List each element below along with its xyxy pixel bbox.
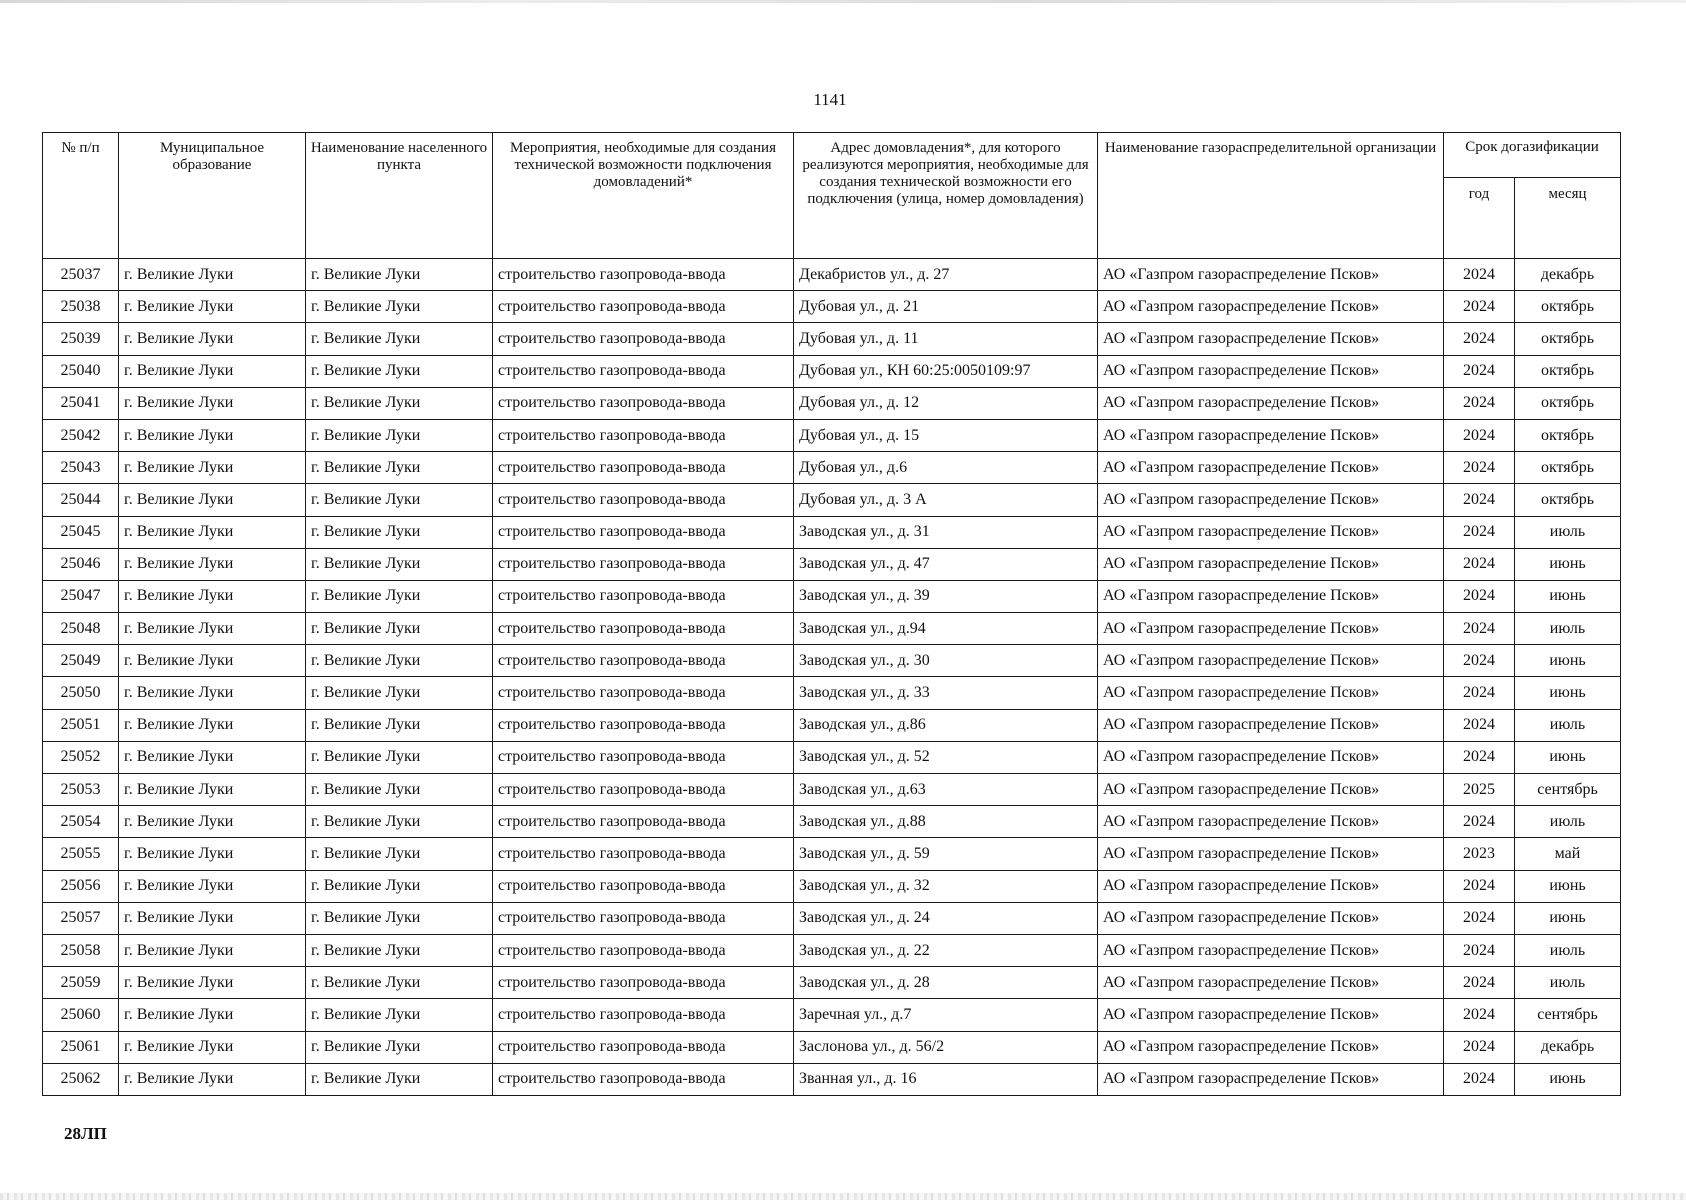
cell-organization: АО «Газпром газораспределение Псков»	[1098, 1031, 1444, 1063]
cell-address: Заводская ул., д. 22	[794, 934, 1098, 966]
cell-measure: строительство газопровода-ввода	[493, 774, 794, 806]
cell-address: Заводская ул., д. 32	[794, 870, 1098, 902]
cell-municipality: г. Великие Луки	[119, 452, 306, 484]
cell-num: 25053	[43, 774, 119, 806]
table-row	[43, 934, 1621, 966]
cell-settlement: г. Великие Луки	[306, 838, 493, 870]
cell-settlement: г. Великие Луки	[306, 1063, 493, 1095]
cell-year: 2024	[1444, 580, 1515, 612]
cell-measure: строительство газопровода-ввода	[493, 387, 794, 419]
cell-address: Дубовая ул., д. 3 А	[794, 484, 1098, 516]
cell-measure: строительство газопровода-ввода	[493, 934, 794, 966]
cell-month: июль	[1515, 709, 1621, 741]
cell-measure: строительство газопровода-ввода	[493, 355, 794, 387]
header-municipality: Муниципальное образование	[119, 133, 306, 259]
table-row	[43, 323, 1621, 355]
cell-organization: АО «Газпром газораспределение Псков»	[1098, 323, 1444, 355]
cell-organization: АО «Газпром газораспределение Псков»	[1098, 484, 1444, 516]
cell-municipality: г. Великие Луки	[119, 1031, 306, 1063]
table-row	[43, 870, 1621, 902]
header-year: год	[1444, 178, 1515, 259]
cell-address: Заводская ул., д.88	[794, 806, 1098, 838]
cell-municipality: г. Великие Луки	[119, 902, 306, 934]
cell-measure: строительство газопровода-ввода	[493, 645, 794, 677]
cell-month: июль	[1515, 934, 1621, 966]
cell-num: 25047	[43, 580, 119, 612]
table-row	[43, 613, 1621, 645]
cell-year: 2024	[1444, 677, 1515, 709]
table-row	[43, 419, 1621, 451]
cell-num: 25044	[43, 484, 119, 516]
cell-year: 2024	[1444, 419, 1515, 451]
header-organization: Наименование газораспределительной организации	[1098, 133, 1444, 259]
cell-num: 25057	[43, 902, 119, 934]
header-address: Адрес домовладения*, для которого реализуются мероприятия, необходимые для создания технической возможности его подключения (улица, номер домовладения)	[794, 133, 1098, 259]
cell-year: 2024	[1444, 806, 1515, 838]
table-row	[43, 709, 1621, 741]
cell-municipality: г. Великие Луки	[119, 323, 306, 355]
cell-month: сентябрь	[1515, 774, 1621, 806]
table-row	[43, 355, 1621, 387]
cell-num: 25049	[43, 645, 119, 677]
cell-num: 25052	[43, 741, 119, 773]
cell-month: октябрь	[1515, 323, 1621, 355]
header-settlement: Наименование населенного пункта	[306, 133, 493, 259]
cell-organization: АО «Газпром газораспределение Псков»	[1098, 677, 1444, 709]
cell-num: 25041	[43, 387, 119, 419]
cell-organization: АО «Газпром газораспределение Псков»	[1098, 613, 1444, 645]
cell-organization: АО «Газпром газораспределение Псков»	[1098, 580, 1444, 612]
header-month: месяц	[1515, 178, 1621, 259]
header-num: № п/п	[43, 133, 119, 259]
cell-num: 25058	[43, 934, 119, 966]
cell-organization: АО «Газпром газораспределение Псков»	[1098, 291, 1444, 323]
cell-num: 25042	[43, 419, 119, 451]
cell-settlement: г. Великие Луки	[306, 934, 493, 966]
cell-settlement: г. Великие Луки	[306, 741, 493, 773]
cell-organization: АО «Газпром газораспределение Псков»	[1098, 387, 1444, 419]
cell-num: 25048	[43, 613, 119, 645]
cell-address: Заводская ул., д. 28	[794, 967, 1098, 999]
cell-year: 2024	[1444, 709, 1515, 741]
cell-organization: АО «Газпром газораспределение Псков»	[1098, 967, 1444, 999]
cell-settlement: г. Великие Луки	[306, 452, 493, 484]
cell-settlement: г. Великие Луки	[306, 677, 493, 709]
table-row	[43, 516, 1621, 548]
cell-year: 2024	[1444, 1031, 1515, 1063]
cell-settlement: г. Великие Луки	[306, 967, 493, 999]
table-row	[43, 387, 1621, 419]
cell-num: 25037	[43, 259, 119, 291]
cell-address: Заводская ул., д.63	[794, 774, 1098, 806]
cell-measure: строительство газопровода-ввода	[493, 870, 794, 902]
cell-year: 2024	[1444, 741, 1515, 773]
scan-edge-top	[0, 0, 1686, 3]
cell-municipality: г. Великие Луки	[119, 967, 306, 999]
cell-month: октябрь	[1515, 291, 1621, 323]
cell-settlement: г. Великие Луки	[306, 613, 493, 645]
cell-month: декабрь	[1515, 1031, 1621, 1063]
cell-num: 25046	[43, 548, 119, 580]
cell-month: июнь	[1515, 580, 1621, 612]
cell-month: октябрь	[1515, 387, 1621, 419]
cell-address: Дубовая ул., д. 15	[794, 419, 1098, 451]
cell-organization: АО «Газпром газораспределение Псков»	[1098, 902, 1444, 934]
cell-municipality: г. Великие Луки	[119, 355, 306, 387]
cell-settlement: г. Великие Луки	[306, 1031, 493, 1063]
cell-municipality: г. Великие Луки	[119, 548, 306, 580]
cell-municipality: г. Великие Луки	[119, 677, 306, 709]
cell-measure: строительство газопровода-ввода	[493, 838, 794, 870]
table-row	[43, 677, 1621, 709]
cell-municipality: г. Великие Луки	[119, 999, 306, 1031]
cell-num: 25060	[43, 999, 119, 1031]
cell-num: 25055	[43, 838, 119, 870]
cell-month: октябрь	[1515, 452, 1621, 484]
cell-address: Заводская ул., д. 31	[794, 516, 1098, 548]
table-row	[43, 548, 1621, 580]
header-deadline: Срок догазификации	[1444, 133, 1621, 178]
cell-organization: АО «Газпром газораспределение Псков»	[1098, 355, 1444, 387]
cell-settlement: г. Великие Луки	[306, 323, 493, 355]
cell-settlement: г. Великие Луки	[306, 484, 493, 516]
cell-organization: АО «Газпром газораспределение Псков»	[1098, 419, 1444, 451]
cell-num: 25050	[43, 677, 119, 709]
cell-settlement: г. Великие Луки	[306, 355, 493, 387]
cell-municipality: г. Великие Луки	[119, 387, 306, 419]
cell-month: июнь	[1515, 677, 1621, 709]
cell-num: 25040	[43, 355, 119, 387]
cell-settlement: г. Великие Луки	[306, 645, 493, 677]
cell-settlement: г. Великие Луки	[306, 548, 493, 580]
cell-measure: строительство газопровода-ввода	[493, 806, 794, 838]
cell-year: 2024	[1444, 452, 1515, 484]
cell-month: июнь	[1515, 741, 1621, 773]
header-row-main	[43, 133, 1621, 178]
cell-address: Заводская ул., д. 47	[794, 548, 1098, 580]
cell-measure: строительство газопровода-ввода	[493, 259, 794, 291]
cell-month: декабрь	[1515, 259, 1621, 291]
table-header	[43, 133, 1621, 259]
cell-month: сентябрь	[1515, 999, 1621, 1031]
cell-year: 2025	[1444, 774, 1515, 806]
cell-month: май	[1515, 838, 1621, 870]
table-row	[43, 999, 1621, 1031]
cell-year: 2024	[1444, 259, 1515, 291]
cell-year: 2024	[1444, 291, 1515, 323]
cell-measure: строительство газопровода-ввода	[493, 902, 794, 934]
cell-num: 25054	[43, 806, 119, 838]
cell-month: июнь	[1515, 645, 1621, 677]
cell-month: июнь	[1515, 870, 1621, 902]
cell-num: 25059	[43, 967, 119, 999]
page-number: 1141	[813, 90, 847, 109]
cell-num: 25039	[43, 323, 119, 355]
cell-address: Заводская ул., д. 59	[794, 838, 1098, 870]
cell-settlement: г. Великие Луки	[306, 516, 493, 548]
table-row	[43, 259, 1621, 291]
cell-month: июль	[1515, 516, 1621, 548]
cell-year: 2024	[1444, 934, 1515, 966]
cell-year: 2024	[1444, 902, 1515, 934]
cell-organization: АО «Газпром газораспределение Псков»	[1098, 934, 1444, 966]
cell-municipality: г. Великие Луки	[119, 645, 306, 677]
table-body	[43, 259, 1621, 1096]
cell-address: Званная ул., д. 16	[794, 1063, 1098, 1095]
cell-measure: строительство газопровода-ввода	[493, 999, 794, 1031]
cell-year: 2024	[1444, 516, 1515, 548]
cell-year: 2024	[1444, 613, 1515, 645]
table-row	[43, 967, 1621, 999]
cell-address: Заводская ул., д.94	[794, 613, 1098, 645]
cell-year: 2024	[1444, 645, 1515, 677]
cell-num: 25045	[43, 516, 119, 548]
cell-organization: АО «Газпром газораспределение Псков»	[1098, 452, 1444, 484]
cell-municipality: г. Великие Луки	[119, 1063, 306, 1095]
table-row	[43, 806, 1621, 838]
cell-municipality: г. Великие Луки	[119, 516, 306, 548]
header-measures: Мероприятия, необходимые для создания технической возможности подключения домовладений*	[493, 133, 794, 259]
document-code: 28ЛП	[64, 1124, 107, 1143]
cell-measure: строительство газопровода-ввода	[493, 548, 794, 580]
cell-settlement: г. Великие Луки	[306, 259, 493, 291]
cell-num: 25051	[43, 709, 119, 741]
cell-municipality: г. Великие Луки	[119, 806, 306, 838]
cell-organization: АО «Газпром газораспределение Псков»	[1098, 1063, 1444, 1095]
cell-settlement: г. Великие Луки	[306, 999, 493, 1031]
cell-settlement: г. Великие Луки	[306, 902, 493, 934]
cell-month: июнь	[1515, 1063, 1621, 1095]
cell-measure: строительство газопровода-ввода	[493, 484, 794, 516]
cell-organization: АО «Газпром газораспределение Псков»	[1098, 645, 1444, 677]
cell-municipality: г. Великие Луки	[119, 419, 306, 451]
cell-address: Дубовая ул., д.6	[794, 452, 1098, 484]
cell-organization: АО «Газпром газораспределение Псков»	[1098, 259, 1444, 291]
cell-address: Заводская ул., д. 24	[794, 902, 1098, 934]
cell-measure: строительство газопровода-ввода	[493, 1031, 794, 1063]
cell-organization: АО «Газпром газораспределение Псков»	[1098, 806, 1444, 838]
cell-num: 25056	[43, 870, 119, 902]
cell-year: 2024	[1444, 484, 1515, 516]
cell-municipality: г. Великие Луки	[119, 291, 306, 323]
cell-address: Дубовая ул., д. 11	[794, 323, 1098, 355]
cell-num: 25043	[43, 452, 119, 484]
cell-month: июль	[1515, 967, 1621, 999]
table-row	[43, 291, 1621, 323]
cell-year: 2024	[1444, 355, 1515, 387]
cell-organization: АО «Газпром газораспределение Псков»	[1098, 999, 1444, 1031]
cell-address: Заводская ул., д. 52	[794, 741, 1098, 773]
cell-num: 25061	[43, 1031, 119, 1063]
cell-settlement: г. Великие Луки	[306, 806, 493, 838]
table-row	[43, 741, 1621, 773]
cell-organization: АО «Газпром газораспределение Псков»	[1098, 838, 1444, 870]
table-row	[43, 1063, 1621, 1095]
cell-municipality: г. Великие Луки	[119, 613, 306, 645]
cell-measure: строительство газопровода-ввода	[493, 516, 794, 548]
cell-municipality: г. Великие Луки	[119, 580, 306, 612]
table-row	[43, 902, 1621, 934]
cell-year: 2024	[1444, 967, 1515, 999]
cell-month: июль	[1515, 806, 1621, 838]
cell-measure: строительство газопровода-ввода	[493, 967, 794, 999]
cell-address: Заслонова ул., д. 56/2	[794, 1031, 1098, 1063]
cell-measure: строительство газопровода-ввода	[493, 323, 794, 355]
table-row	[43, 452, 1621, 484]
cell-year: 2024	[1444, 548, 1515, 580]
gasification-table	[42, 132, 1621, 1096]
cell-year: 2024	[1444, 387, 1515, 419]
cell-address: Заводская ул., д. 30	[794, 645, 1098, 677]
cell-municipality: г. Великие Луки	[119, 870, 306, 902]
cell-address: Декабристов ул., д. 27	[794, 259, 1098, 291]
cell-settlement: г. Великие Луки	[306, 291, 493, 323]
cell-organization: АО «Газпром газораспределение Псков»	[1098, 516, 1444, 548]
cell-organization: АО «Газпром газораспределение Псков»	[1098, 870, 1444, 902]
cell-measure: строительство газопровода-ввода	[493, 419, 794, 451]
cell-month: октябрь	[1515, 484, 1621, 516]
cell-measure: строительство газопровода-ввода	[493, 452, 794, 484]
cell-address: Заводская ул., д.86	[794, 709, 1098, 741]
cell-address: Дубовая ул., КН 60:25:0050109:97	[794, 355, 1098, 387]
table-row	[43, 580, 1621, 612]
cell-month: июнь	[1515, 902, 1621, 934]
cell-settlement: г. Великие Луки	[306, 870, 493, 902]
cell-measure: строительство газопровода-ввода	[493, 580, 794, 612]
table-row	[43, 838, 1621, 870]
cell-municipality: г. Великие Луки	[119, 709, 306, 741]
scan-edge-bottom	[0, 1193, 1686, 1200]
cell-municipality: г. Великие Луки	[119, 484, 306, 516]
cell-address: Дубовая ул., д. 21	[794, 291, 1098, 323]
cell-year: 2024	[1444, 870, 1515, 902]
table-row	[43, 1031, 1621, 1063]
cell-measure: строительство газопровода-ввода	[493, 709, 794, 741]
cell-num: 25062	[43, 1063, 119, 1095]
cell-organization: АО «Газпром газораспределение Псков»	[1098, 548, 1444, 580]
cell-organization: АО «Газпром газораспределение Псков»	[1098, 774, 1444, 806]
cell-municipality: г. Великие Луки	[119, 259, 306, 291]
cell-settlement: г. Великие Луки	[306, 774, 493, 806]
cell-municipality: г. Великие Луки	[119, 774, 306, 806]
cell-organization: АО «Газпром газораспределение Псков»	[1098, 709, 1444, 741]
cell-num: 25038	[43, 291, 119, 323]
cell-settlement: г. Великие Луки	[306, 709, 493, 741]
table-row	[43, 484, 1621, 516]
cell-address: Заречная ул., д.7	[794, 999, 1098, 1031]
cell-year: 2024	[1444, 999, 1515, 1031]
cell-measure: строительство газопровода-ввода	[493, 613, 794, 645]
cell-measure: строительство газопровода-ввода	[493, 741, 794, 773]
cell-year: 2023	[1444, 838, 1515, 870]
cell-municipality: г. Великие Луки	[119, 741, 306, 773]
gasification-table-wrapper	[42, 132, 1620, 1096]
cell-settlement: г. Великие Луки	[306, 419, 493, 451]
cell-organization: АО «Газпром газораспределение Псков»	[1098, 741, 1444, 773]
cell-measure: строительство газопровода-ввода	[493, 291, 794, 323]
cell-settlement: г. Великие Луки	[306, 580, 493, 612]
cell-month: июнь	[1515, 548, 1621, 580]
cell-address: Дубовая ул., д. 12	[794, 387, 1098, 419]
cell-month: октябрь	[1515, 419, 1621, 451]
cell-year: 2024	[1444, 323, 1515, 355]
cell-municipality: г. Великие Луки	[119, 838, 306, 870]
cell-address: Заводская ул., д. 33	[794, 677, 1098, 709]
cell-month: июль	[1515, 613, 1621, 645]
cell-address: Заводская ул., д. 39	[794, 580, 1098, 612]
cell-month: октябрь	[1515, 355, 1621, 387]
cell-settlement: г. Великие Луки	[306, 387, 493, 419]
cell-measure: строительство газопровода-ввода	[493, 1063, 794, 1095]
cell-municipality: г. Великие Луки	[119, 934, 306, 966]
cell-measure: строительство газопровода-ввода	[493, 677, 794, 709]
cell-year: 2024	[1444, 1063, 1515, 1095]
table-row	[43, 774, 1621, 806]
table-row	[43, 645, 1621, 677]
